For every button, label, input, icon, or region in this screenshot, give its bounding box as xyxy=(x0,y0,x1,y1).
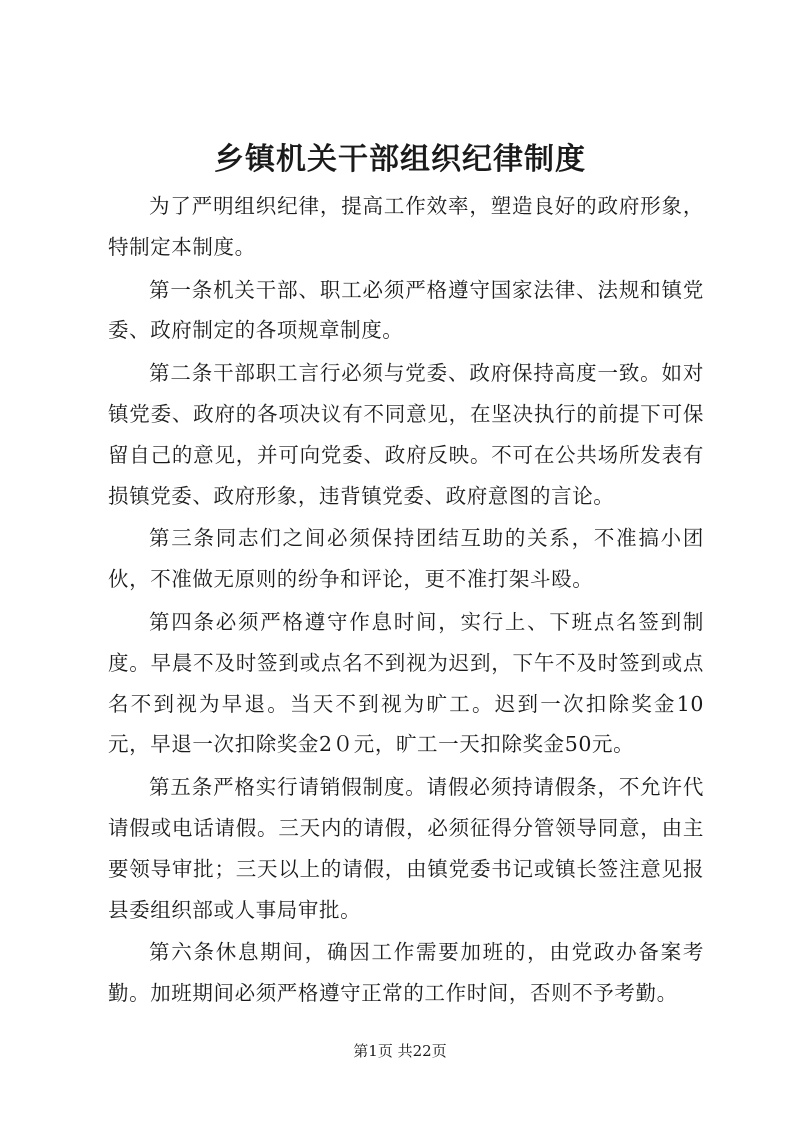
document-body xyxy=(108,186,704,1016)
paragraph-article-4: 第四条必须严格遵守作息时间，实行上、下班点名签到制度。早晨不及时签到或点名不到视为迟到，下午不及时签到或点名不到视为早退。当天不到视为旷工。迟到一次扣除奖金10元，早退一次扣除奖金2０元，旷工一天扣除奖金50元。 xyxy=(108,609,704,757)
paragraph-intro: 为了严明组织纪律，提高工作效率，塑造良好的政府形象，特制定本制度。 xyxy=(108,194,704,259)
page-number-footer: 第1页 共22页 xyxy=(353,1042,447,1060)
paragraph-article-6: 第六条休息期间，确因工作需要加班的，由党政办备案考勤。加班期间必须严格遵守正常的工作时间，否则不予考勤。 xyxy=(108,940,704,1006)
paragraph-article-3: 第三条同志们之间必须保持团结互助的关系，不准搞小团伙，不准做无原则的纷争和评论，更不准打架斗殴。 xyxy=(108,526,704,592)
paragraph-article-2: 第二条干部职工言行必须与党委、政府保持高度一致。如对镇党委、政府的各项决议有不同意见，在坚决执行的前提下可保留自己的意见，并可向党委、政府反映。不可在公共场所发表有损镇党委、政府形象，违背镇党委、政府意图的言论。 xyxy=(108,361,704,508)
paragraph-article-5: 第五条严格实行请销假制度。请假必须持请假条，不允许代请假或电话请假。三天内的请假，必须征得分管领导同意，由主要领导审批；三天以上的请假，由镇党委书记或镇长签注意见报县委组织部或人事局审批。 xyxy=(108,775,704,922)
document-title: 乡镇机关干部组织纪律制度 xyxy=(214,142,586,177)
paragraph-article-1: 第一条机关干部、职工必须严格遵守国家法律、法规和镇党委、政府制定的各项规章制度。 xyxy=(108,277,704,343)
